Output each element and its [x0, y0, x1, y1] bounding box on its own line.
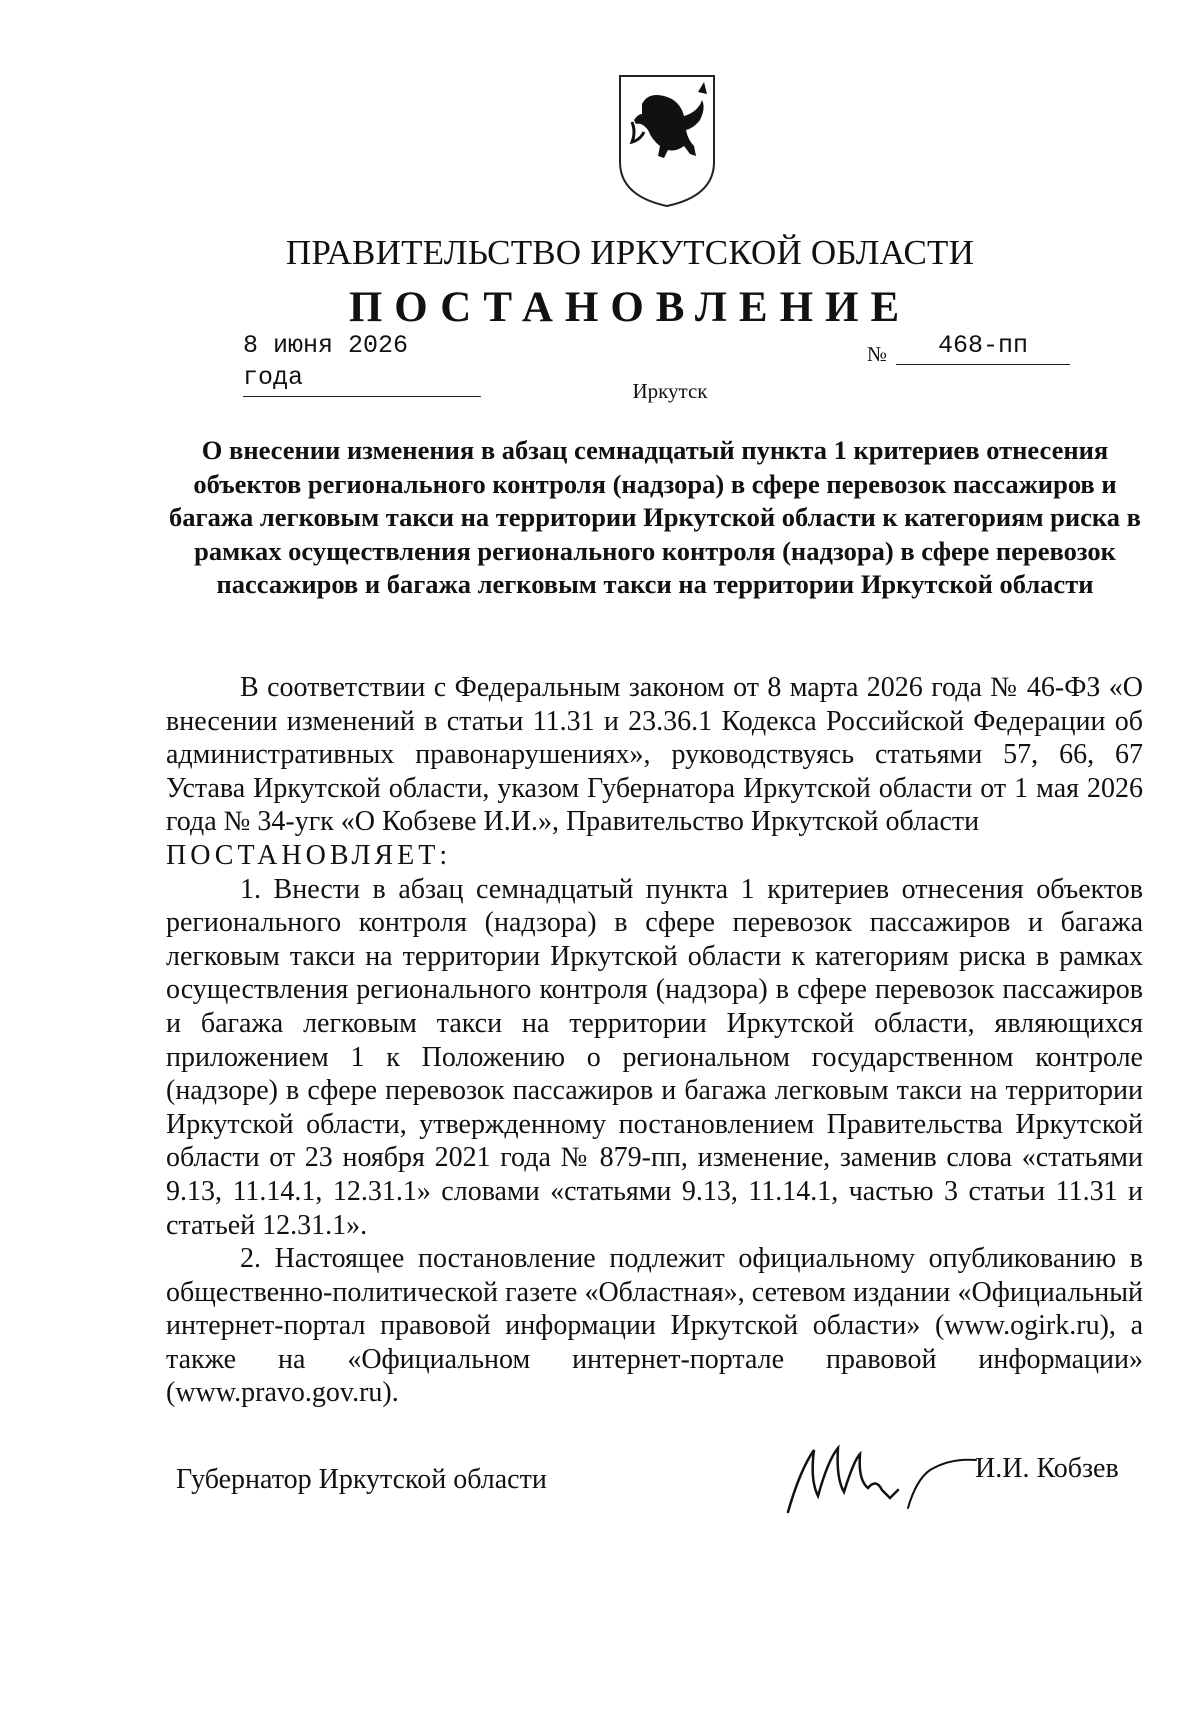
document-title: О внесении изменения в абзац семнадцатый пункта 1 критериев отнесения объектов регионального контроля (надзора) в сфере перевозок пассажиров и багажа легковым такси на территории Иркутской области к категориям риска в рамках осуществления регионального контроля (надзора) в сфере перевозок пассажиров и багажа легковым такси на территории Иркутской области — [169, 435, 1141, 599]
signer-name: И.И. Кобзев — [975, 1453, 1119, 1484]
preamble-paragraph: В соответствии с Федеральным законом от 8 марта 2026 года № 46-ФЗ «О внесении изменений в статьи 11.31 и 23.36.1 Кодекса Российской Федерации об административных правонарушениях», руководствуясь статьями 57, 66, 67 Устава Иркутской области, указом Губернатора Иркутской области от 1 мая 2026 года № 34-угк «О Кобзеве И.И.», Правительство Иркутской области — [166, 672, 1143, 838]
signature-icon — [780, 1430, 980, 1520]
government-name: ПРАВИТЕЛЬСТВО ИРКУТСКОЙ ОБЛАСТИ — [285, 233, 975, 272]
document-city: Иркутск — [632, 379, 708, 403]
coat-of-arms-icon — [612, 70, 722, 210]
document-date: 8 июня 2026 года — [243, 330, 481, 397]
document-number: 468-пп — [896, 330, 1070, 365]
item-2-paragraph: 2. Настоящее постановление подлежит официальному опубликованию в общественно-политической газете «Областная», сетевом издании «Официальный интернет-портал правовой информации Иркутской области» (www.ogirk.ru), а также на «Официальном интернет-портале правовой информации» (www.pravo.gov.ru). — [166, 1243, 1143, 1409]
resolves-heading: ПОСТАНОВЛЯЕТ: — [166, 839, 452, 871]
document-number-label: № — [867, 342, 888, 366]
document-body — [166, 671, 1143, 1410]
document-type: ПОСТАНОВЛЕНИЕ — [348, 284, 912, 331]
item-1-paragraph: 1. Внести в абзац семнадцатый пункта 1 критериев отнесения объектов регионального контроля (надзора) в сфере перевозок пассажиров и багажа легковым такси на территории Иркутской области к категориям риска в рамках осуществления регионального контроля (надзора) в сфере перевозок пассажиров и багажа легковым такси на территории Иркутской области, являющихся приложением 1 к Положению о региональном государственном контроле (надзоре) в сфере перевозок пассажиров и багажа легковым такси на территории Иркутской области, утвержденному постановлением Правительства Иркутской области от 23 ноября 2021 года № 879-пп, изменение, заменив слова «статьями 9.13, 11.14.1, 12.31.1» словами «статьями 9.13, 11.14.1, частью 3 статьи 11.31 и статьей 12.31.1». — [166, 873, 1143, 1241]
signer-position: Губернатор Иркутской области — [176, 1464, 547, 1495]
